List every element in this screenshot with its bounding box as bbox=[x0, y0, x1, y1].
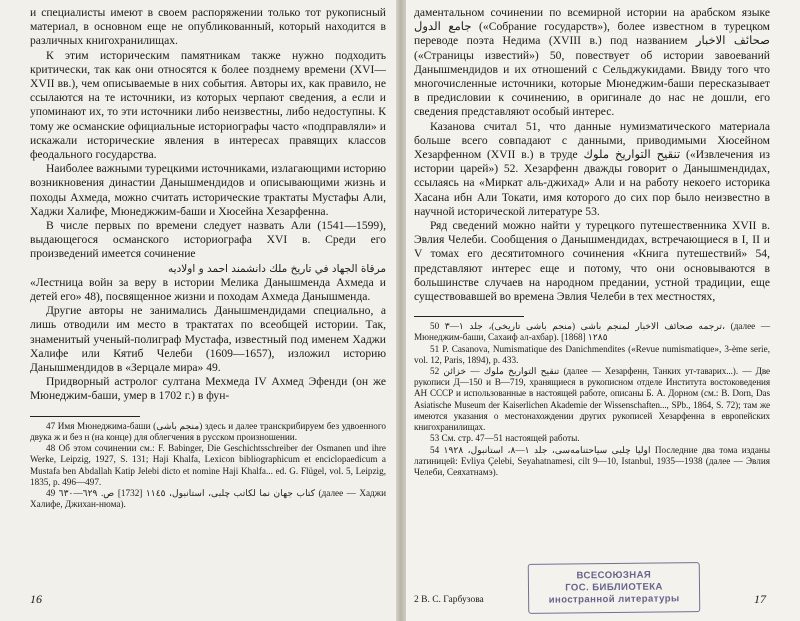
paragraph: и специалисты имеют в своем распоряжении только тот рукописный материал, в основном еще не опубликованный, который находится в различных книгохранилищах. bbox=[30, 6, 386, 48]
footnote: 50 ترجمه صحائف الاخبار لمنجم باشى (منجم باشى تاريخى)، جلد ۱—۳، (далее — Мюнеджим-баши, Сахаиф ал-ахбар). [1868] ١٢٨٥ bbox=[414, 321, 771, 343]
paragraph: Наиболее важными турецкими источниками, излагающими историю возникновения династии Данышмендидов и описывающими жизнь и походы Ахмеда, можно считать исторические трактаты Мустафы Али, Хаджи Халифе, Мюнеджжим-баши и Хюсейна Хезарфенна. bbox=[30, 162, 386, 218]
paragraph: Придворный астролог султана Мехмеда IV Ахмед Эфенди (он же Мюнеджим-баши, умер в 1702 г.) в фун- bbox=[30, 375, 386, 403]
stamp-line: иностранной литературы bbox=[548, 593, 680, 606]
footnote: 48 Об этом сочинении см.: F. Babinger, Die Geschichtsschreiber der Osmanen und ihre Werke, Leipzig, 1927, S. 131; Haji Khalfa, Lexicon bibliographicum et enciclopaedicum a Mustafa ben Abdallah Katip Jelebi dicto et nomine Haji Khalfa... ed. G. Flügel, vol. 5, Leipzig, 1835, p. 496—497. bbox=[30, 443, 386, 487]
footnote: 49 كتاب جهان نما لكاتب چلبى، استانبول، ١١٤٥ [1732] ص. ٦٢٩—٦٣٠ (далее — Хаджи Халифе, Джихан-нюма). bbox=[30, 487, 386, 510]
paragraph: Ряд сведений можно найти у турецкого путешественника XVII в. Эвлия Челеби. Сообщения о Данышмендидах, встречающиеся в I, II и V томах его десятитомного сочинения «Книга путешествий» 54, представляют интерес еще и потому, что они основываются в большинстве случаев на народном предании, устной традиции, еще существовавшей во времена Эвлия Челеби в тех местностях, bbox=[414, 219, 770, 304]
footnote: 52 تنقيح التواريخ ملوك — خزائن (далее — Хезарфенн, Танких ут-таварих...). — Две рукописи Д—150 и В—719, хранящиеся в рукописном отделе Института востоковедения АН СССР и использованные в настоящей работе, описаны Б. А. Дорном (см.: B. Dorn, Das Asiatische Museum der Kaiserlichen Akademie der Wissenschaften..., SPb., 1864, S. 72); там же имеются указания о местонахождении других рукописей Хезарфенна в европейских книгохранилищах. bbox=[414, 366, 770, 433]
footnote: 54 اوليا چلبى سياحتنامه‌سى، جلد ۱—۸، استانبول، ١٩٢٨ Последние два тома изданы латиницей: Evliya Çelebi, Seyahatnamesi, cilt 9—10, Istanbul, 1935—1938 (далее — Эвлия Челеби, Сеяхатнамэ). bbox=[414, 444, 770, 477]
page-number: 16 bbox=[30, 592, 42, 606]
signature-mark: 2 В. С. Гарбузова bbox=[414, 595, 484, 605]
library-stamp bbox=[528, 562, 701, 614]
stamp-line: ВСЕСОЮЗНАЯ bbox=[576, 569, 652, 582]
paragraph: В числе первых по времени следует назвать Али (1541—1599), выдающегося османского историографа XVI в. Среди его произведений имеется сочинение bbox=[30, 219, 386, 261]
page-number: 17 bbox=[754, 592, 766, 606]
paragraph: Другие авторы не занимались Данышмендидами специально, а лишь отводили им место в трактатах по всеобщей истории. Так, знаменитый ученый-полиграф Мустафа, известный под именем Хаджи Халифе или Кятиб Челеби (1609—1657), изложил историю Данышмендидов в «Зерцале мира» 49. bbox=[30, 304, 386, 375]
right-page bbox=[400, 0, 800, 621]
footnote: 51 P. Casanova, Numismatique des Danichmendites («Revue numismatique», 3-ème serie, vol. 12, Paris, 1894), p. 433. bbox=[414, 343, 770, 365]
paragraph: К этим историческим памятникам также нужно подходить критически, так как они относятся к более позднему времени (XVI—XVII вв.), чем описываемые в них события. Авторы их, как правило, не ссылаются на те источники, из которых черпают сведения, а если и упоминают их, то эти источники либо неизвестны, либо недоступны. К тому же османские официальные историографы часто «подправляли» и искажали исторические явления в интересах правящих классов феодального государства. bbox=[30, 48, 386, 162]
stamp-line: ГОС. БИБЛИОТЕКА bbox=[565, 581, 663, 594]
footnote: 53 См. стр. 47—51 настоящей работы. bbox=[430, 433, 580, 444]
paragraph: даментальном сочинении по всемирной истории на арабском языке جامع الدول («Собрание государств»), более известном в турецком переводе поэта Недима (XVIII в.) под названием صحائف الاخبار («Страницы известий») 50, повествует об истории завоеваний Данышмендидов и их отношений с Сельджукидами. Ввиду того что многочисленные источники, которые Мюнеджим-баши пересказывает в предисловии к сочинению, в оригинале до нас не дошли, его сведения представляют особый интерес. bbox=[414, 6, 770, 119]
footnote: 47 Имя Мюнеджима-баши (منجم باشى) здесь и далее транскрибируем без удвоенного двука ж и без н (на конце) для облегчения в русском произношении. bbox=[30, 420, 387, 442]
book-gutter bbox=[396, 0, 406, 621]
paragraph: Казанова считал 51, что данные нумизматического материала больше всего совпадают с данными, приводимыми Хюсейном Хезарфенном (XVII в.) в труде تنقيح التواريخ ملوك («Извлечения из истории царей») 52. Хезарфенн дважды говорит о Данышмендидах, ссылаясь на «Миркат аль-джихад» Али и на работу некоего историка Хасана ибн Али Токати, имя которого до сих пор было неизвестно в научной исторической литературе 53. bbox=[414, 119, 770, 218]
paragraph: «Лестница войн за веру в истории Мелика Данышменда Ахмеда и детей его» 48), посвященное жизни и походам Ахмеда Данышменда. bbox=[30, 275, 386, 304]
arabic-text: مرقاة الجهاد في تاريخ ملك دانشمند احمد و اولاديه bbox=[168, 262, 386, 275]
footnote-rule bbox=[30, 416, 140, 417]
arabic-title bbox=[30, 262, 386, 276]
footnote-rule bbox=[414, 316, 524, 317]
